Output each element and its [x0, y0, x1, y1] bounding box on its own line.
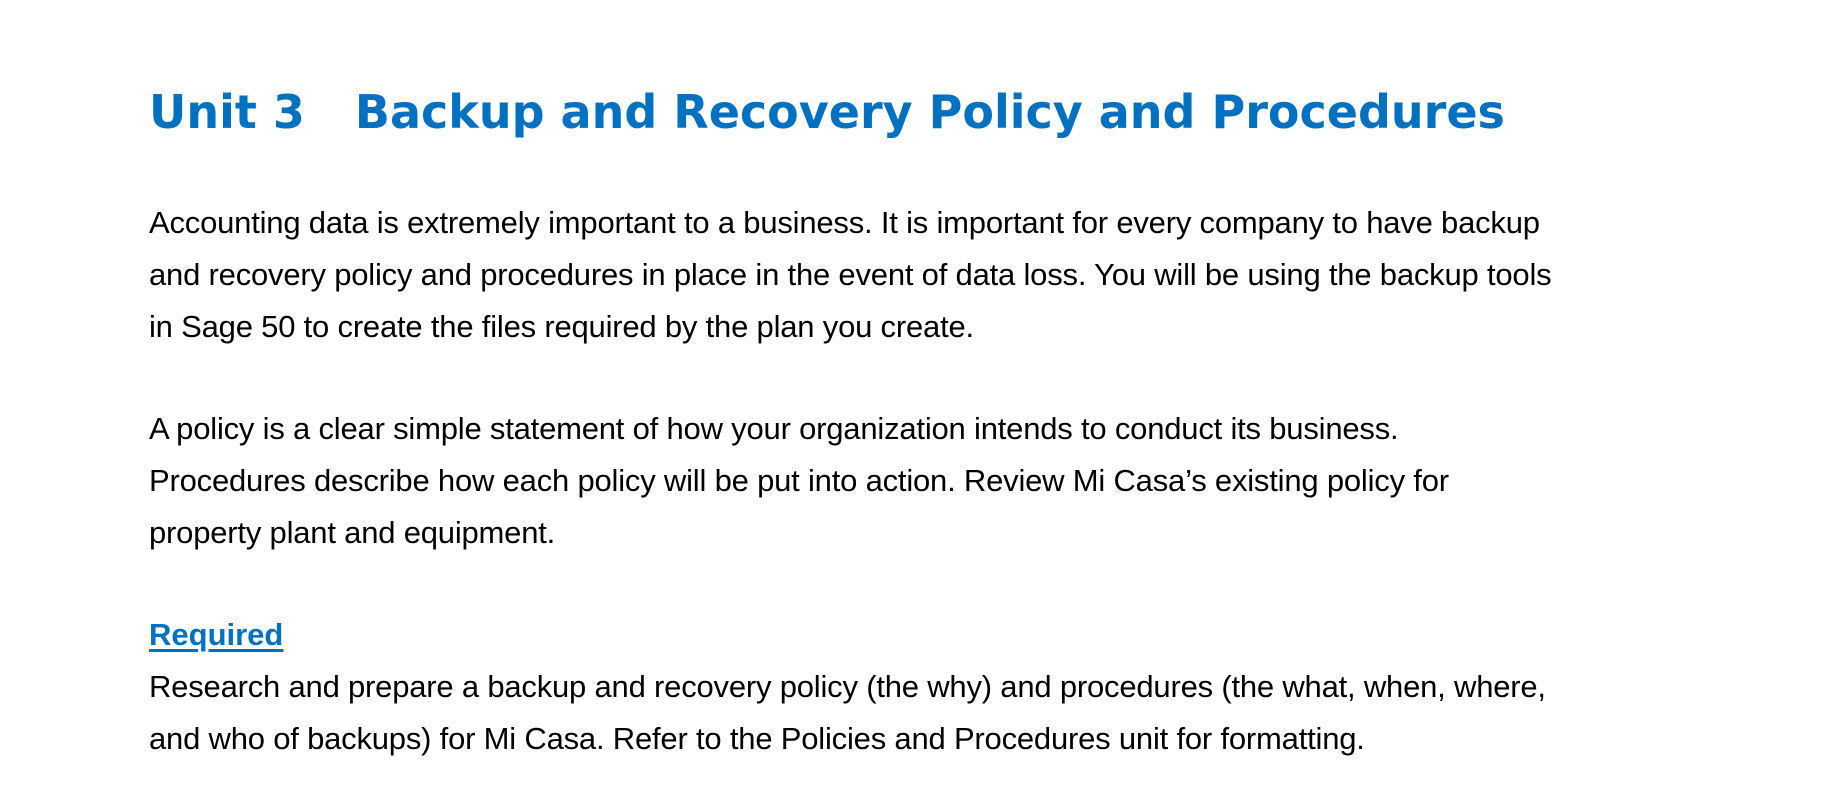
paragraph-line: and recovery policy and procedures in place in the event of data loss. You will be using the backup tools: [149, 257, 1552, 292]
paragraph-line: Research and prepare a backup and recovery policy (the why) and procedures (the what, when, where,: [149, 669, 1546, 704]
paragraph-line: A policy is a clear simple statement of how your organization intends to conduct its business.: [149, 411, 1399, 446]
paragraph-line: Procedures describe how each policy will be put into action. Review Mi Casa’s existing policy for: [149, 463, 1449, 498]
paragraph-line: property plant and equipment.: [149, 515, 556, 550]
required-heading: Required: [149, 617, 284, 652]
intro-paragraph: [149, 197, 1709, 353]
unit-number: Unit 3: [149, 85, 305, 139]
paragraph-line: in Sage 50 to create the files required by the plan you create.: [149, 309, 974, 344]
required-paragraph: [149, 661, 1709, 765]
unit-heading: [149, 82, 1505, 142]
paragraph-line: and who of backups) for Mi Casa. Refer to the Policies and Procedures unit for formatting.: [149, 721, 1365, 756]
unit-title: Backup and Recovery Policy and Procedures: [354, 85, 1505, 139]
policy-paragraph: [149, 403, 1709, 559]
paragraph-line: Accounting data is extremely important to a business. It is important for every company to have backup: [149, 205, 1540, 240]
